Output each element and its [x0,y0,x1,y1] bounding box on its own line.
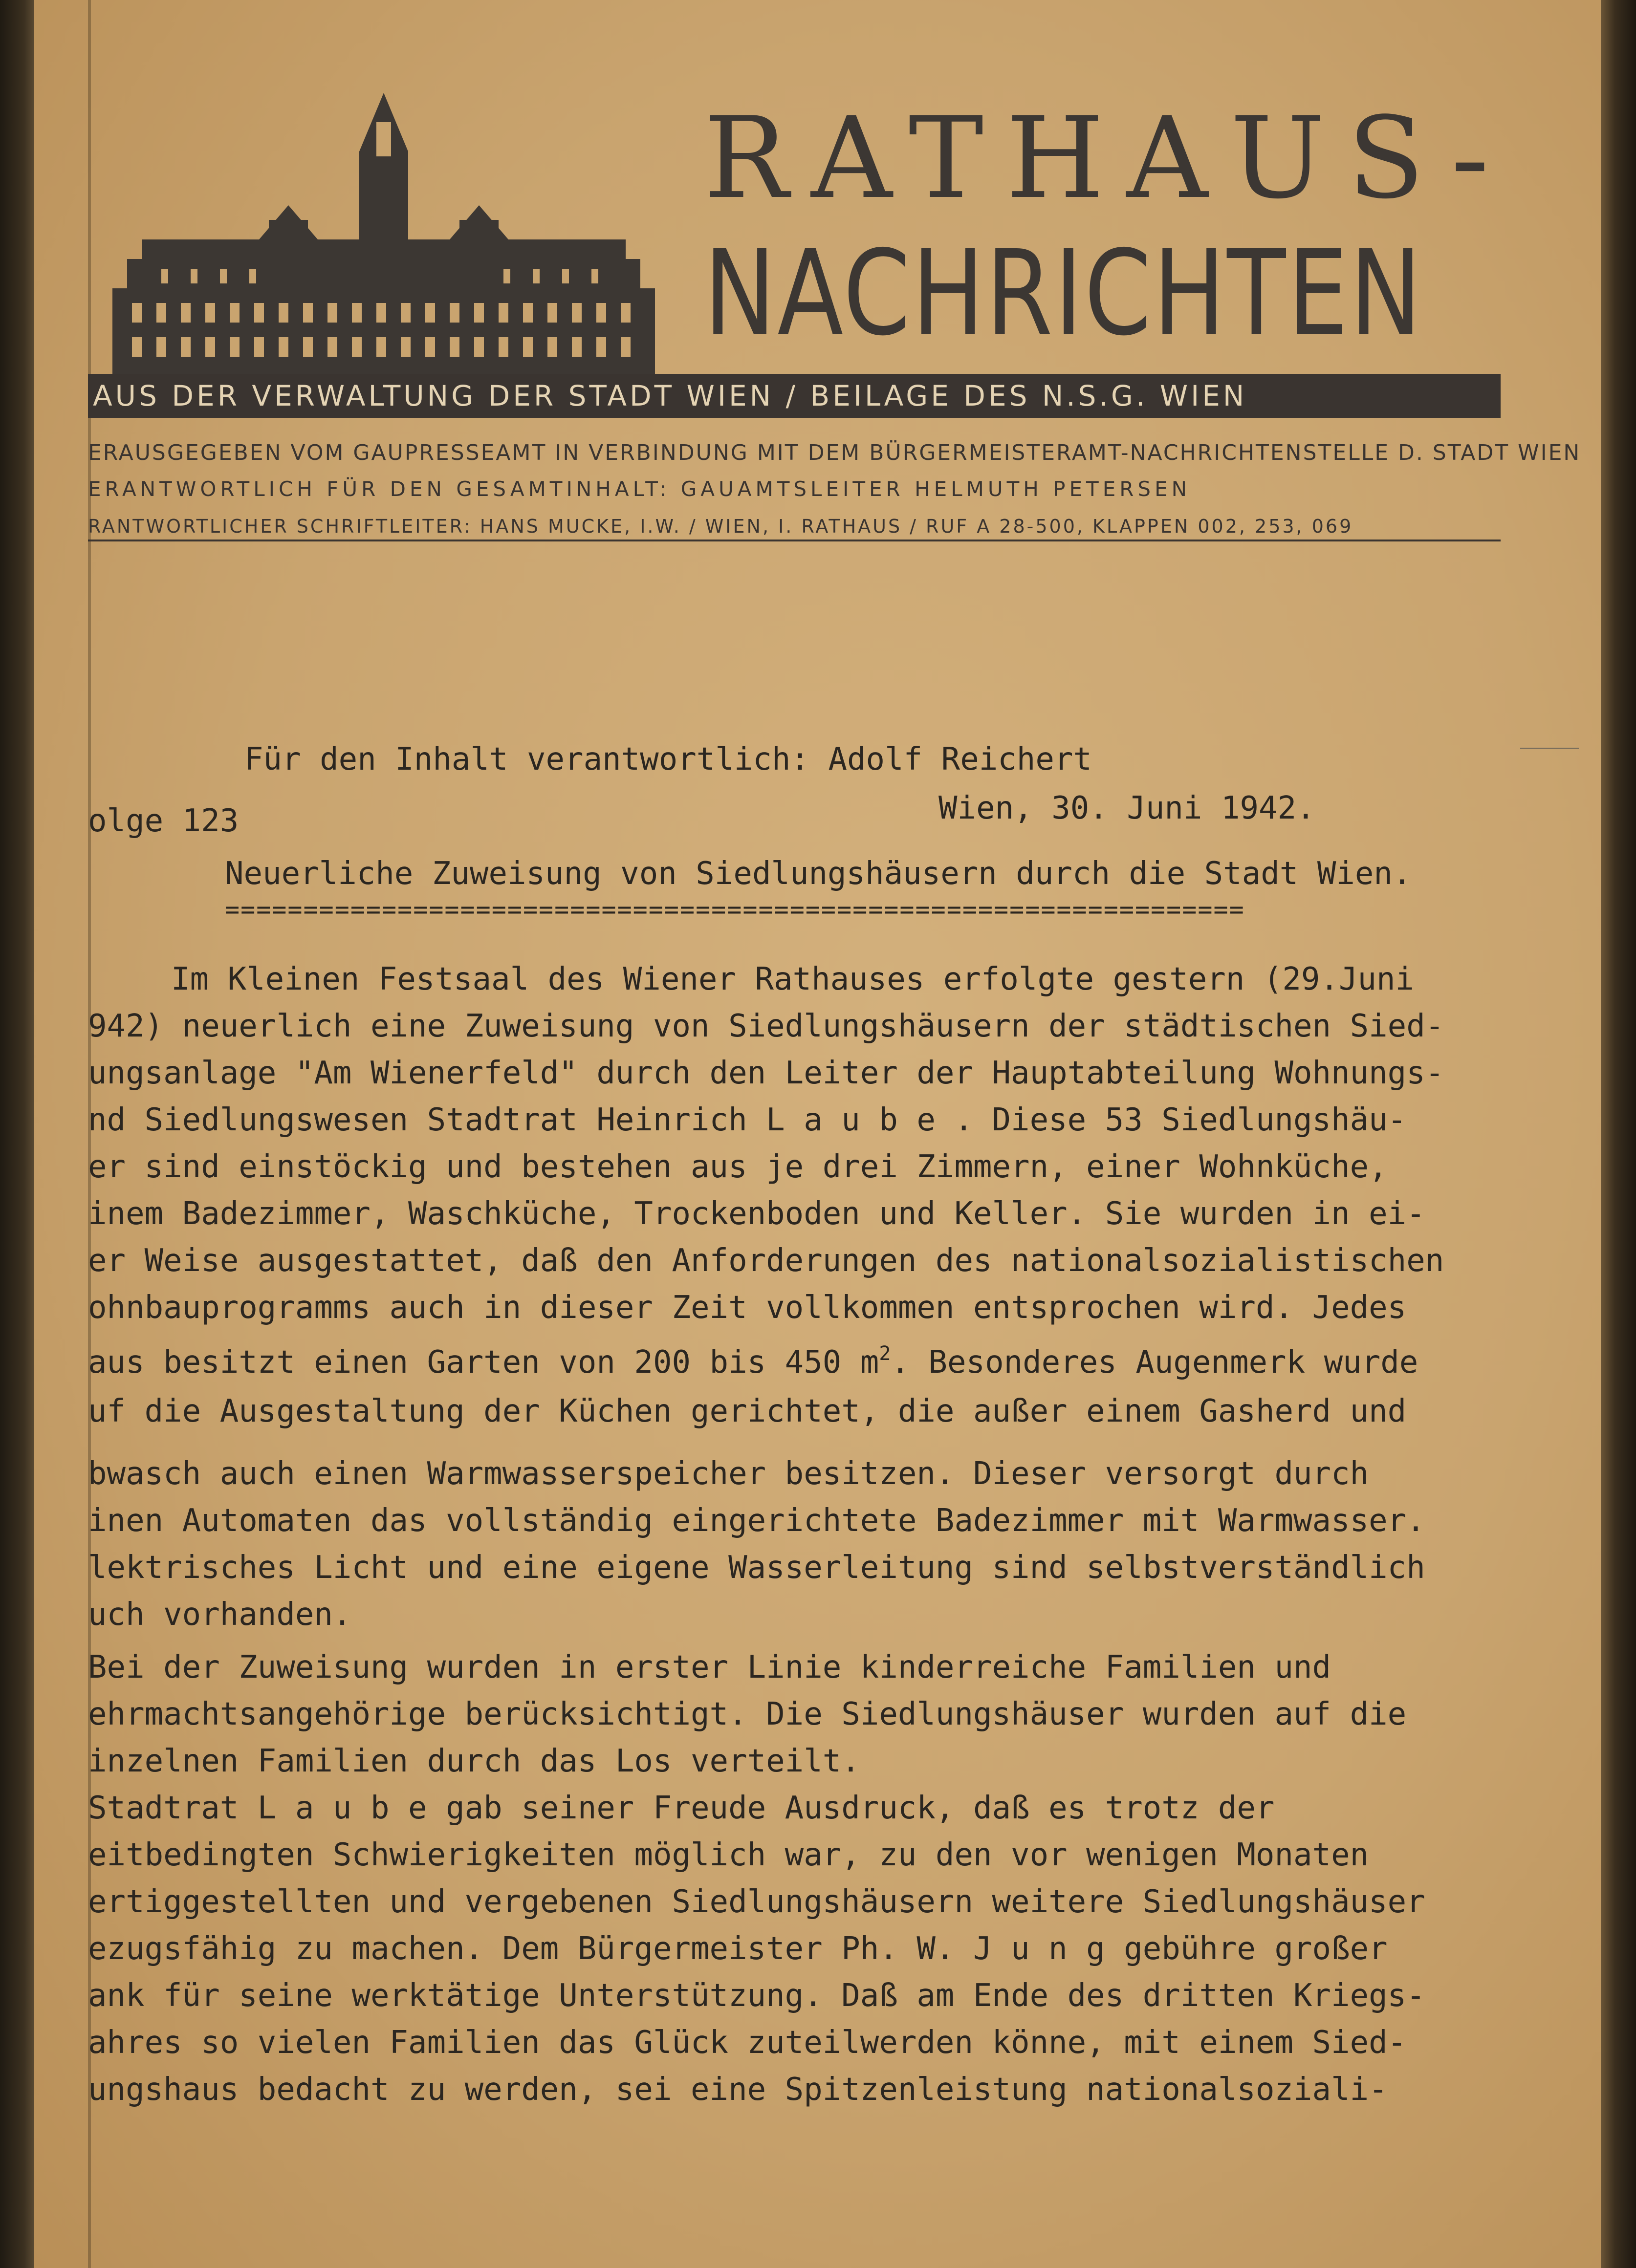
body-line: 942) neuerlich eine Zuweisung von Siedlungshäusern der städtischen Sied- [88,1008,1444,1044]
book-binding-right [1601,0,1636,2268]
body-line: ahres so vielen Familien das Glück zuteilwerden könne, mit einem Sied- [88,2025,1407,2061]
body-line: ungsanlage "Am Wienerfeld" durch den Leiter der Hauptabteilung Wohnungs- [88,1055,1444,1091]
body-line-text: aus besitzt einen Garten von 200 bis 450 m [88,1344,879,1381]
body-line: ank für seine werktätige Unterstützung. Daß am Ende des dritten Kriegs- [88,1978,1425,2014]
headline-underline: ================================================================= [225,895,1245,924]
masthead-credit-responsible: ERANTWORTLICH FÜR DEN GESAMTINHALT: GAUAMTSLEITER HELMUTH PETERSEN [88,477,1191,501]
masthead-title-line-2: NACHRICHTEN [704,225,1423,362]
body-line: Im Kleinen Festsaal des Wiener Rathauses erfolgte gestern (29.Juni [171,961,1415,997]
body-line: ehrmachtsangehörige berücksichtigt. Die Siedlungshäuser wurden auf die [88,1696,1407,1732]
responsible-editor-line: Für den Inhalt verantwortlich: Adolf Reichert [244,741,1092,778]
book-binding-left [0,0,34,2268]
body-line: inen Automaten das vollständig eingerichtete Badezimmer mit Warmwasser. [88,1503,1425,1539]
body-line: Stadtrat L a u b e gab seiner Freude Ausdruck, daß es trotz der [88,1790,1275,1826]
body-line: uf die Ausgestaltung der Küchen gerichtet, die außer einem Gasherd und [88,1393,1407,1429]
superscript: 2 [879,1342,891,1365]
body-line: ohnbauprogramms auch in dieser Zeit vollkommen entsprochen wird. Jedes [88,1290,1407,1326]
body-line: eitbedingten Schwierigkeiten möglich war, zu den vor wenigen Monaten [88,1837,1369,1873]
body-line: er sind einstöckig und bestehen aus je drei Zimmern, einer Wohnküche, [88,1149,1388,1185]
article-headline: Neuerliche Zuweisung von Siedlungshäusern durch die Stadt Wien. [225,856,1412,892]
margin-mark [1520,748,1579,749]
body-line: lektrisches Licht und eine eigene Wasserleitung sind selbstverständlich [88,1550,1425,1586]
body-line: Bei der Zuweisung wurden in erster Linie kinderreiche Familien und [88,1649,1331,1685]
body-line: inem Badezimmer, Waschküche, Trockenboden und Keller. Sie wurden in ei- [88,1196,1425,1232]
masthead-title-line-1: RATHAUS- [704,93,1512,224]
body-line: nd Siedlungswesen Stadtrat Heinrich L a u b e . Diese 53 Siedlungshäu- [88,1102,1407,1138]
body-line: er Weise ausgestattet, daß den Anforderungen des nationalsozialistischen [88,1243,1444,1279]
body-line [88,1342,1418,1381]
body-line: bwasch auch einen Warmwasserspeicher besitzen. Dieser versorgt durch [88,1456,1369,1492]
masthead-subtitle: AUS DER VERWALTUNG DER STADT WIEN / BEILAGE DES N.S.G. WIEN [93,379,1247,412]
body-line: ungshaus bedacht zu werden, sei eine Spitzenleistung nationalsoziali- [88,2072,1388,2108]
masthead-credit-editor: RANTWORTLICHER SCHRIFTLEITER: HANS MUCKE, I.W. / WIEN, I. RATHAUS / RUF A 28-500, KLAPPEN 002, 253, 069 [88,516,1353,537]
masthead-rule [88,540,1501,541]
body-line: inzelnen Familien durch das Los verteilt. [88,1743,860,1779]
document-page [34,0,1601,2268]
issue-number: olge 123 [88,803,239,839]
city-hall-illustration [112,93,655,376]
body-line-tail: . Besonderes Augenmerk wurde [891,1344,1418,1381]
masthead-credit-publisher: ERAUSGEGEBEN VOM GAUPRESSEAMT IN VERBINDUNG MIT DEM BÜRGERMEISTERAMT-NACHRICHTENSTELLE D. STADT WIEN [88,440,1581,465]
body-line: ertiggestellten und vergebenen Siedlungshäusern weitere Siedlungshäuser [88,1884,1425,1920]
issue-date: Wien, 30. Juni 1942. [938,790,1315,826]
body-line: ezugsfähig zu machen. Dem Bürgermeister Ph. W. J u n g gebühre großer [88,1931,1388,1967]
body-line: uch vorhanden. [88,1597,352,1633]
